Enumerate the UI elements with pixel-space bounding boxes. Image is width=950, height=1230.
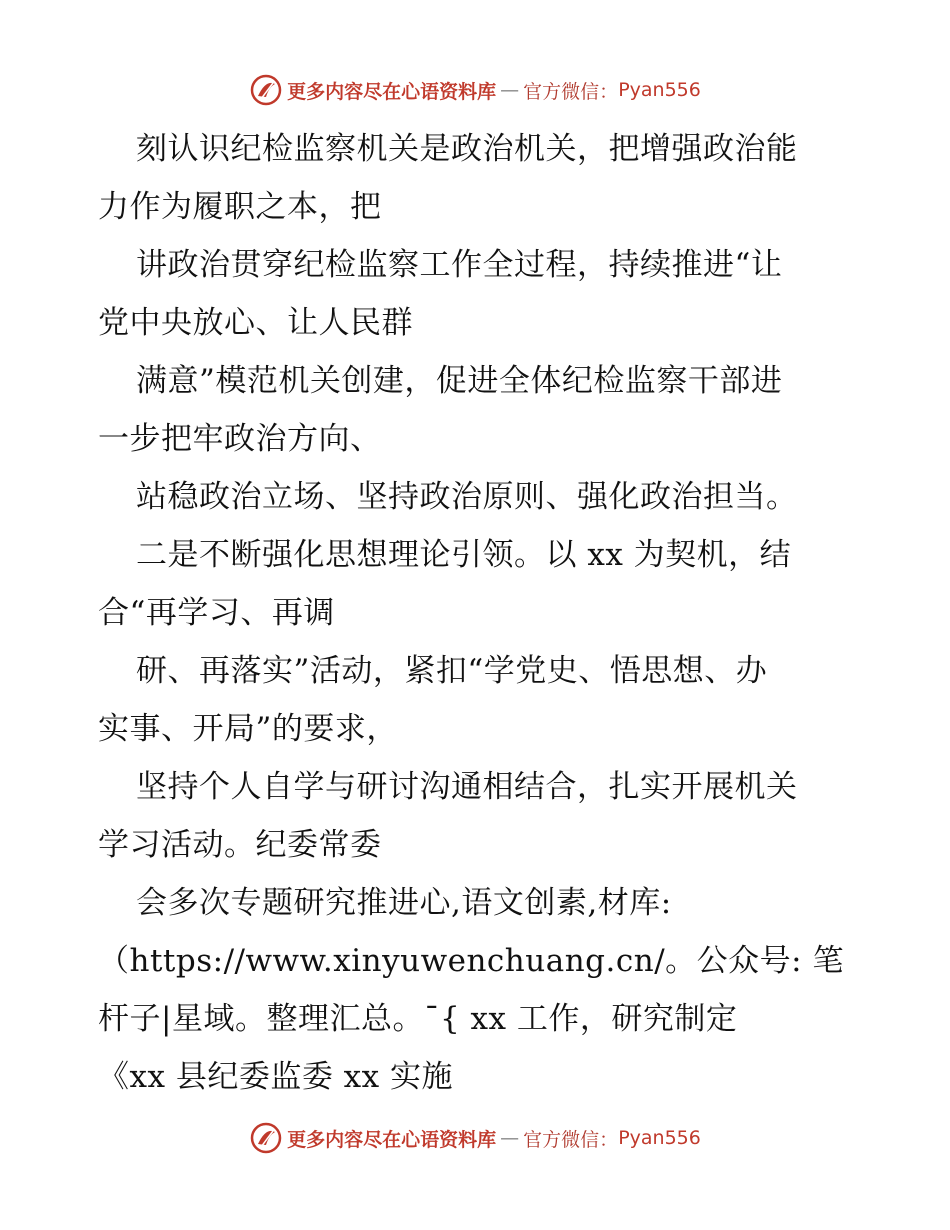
body-line: （https://www.xinyuwenchuang.cn/。公众号: 笔 <box>98 943 844 979</box>
document-body <box>98 120 858 1106</box>
brand-logo-icon <box>249 1121 283 1155</box>
banner-title: 更多内容尽在心语资料库 <box>287 80 497 103</box>
body-line: 讲政治贯穿纪检监察工作全过程，持续推进“让 <box>136 247 783 283</box>
body-line: 杆子|星域。整理汇总。¯{ xx 工作，研究制定 <box>98 1001 738 1037</box>
brand-logo-icon <box>249 73 283 107</box>
body-line: 研、再落实”活动，紧扣“学党史、悟思想、办 <box>136 653 768 689</box>
banner-wechat-label: 官方微信： <box>523 1128 619 1151</box>
banner-dash: — <box>500 1127 520 1149</box>
body-line: 党中央放心、让人民群 <box>98 305 413 341</box>
banner-title: 更多内容尽在心语资料库 <box>287 1128 497 1151</box>
body-line: 会多次专题研究推进心,语文创素,材库: <box>136 885 672 921</box>
banner-wechat-id: Pyan556 <box>618 1127 701 1149</box>
body-line: 一步把牢政治方向、 <box>98 421 382 457</box>
body-line: 坚持个人自学与研讨沟通相结合，扎实开展机关 <box>136 769 798 805</box>
footer-banner <box>0 1118 950 1158</box>
banner-wechat-label: 官方微信： <box>523 80 619 103</box>
body-line: 合“再学习、再调 <box>98 595 335 631</box>
banner-wechat-id: Pyan556 <box>618 79 701 101</box>
body-line: 力作为履职之本，把 <box>98 189 382 225</box>
header-banner <box>0 70 950 110</box>
body-line: 实事、开局”的要求， <box>98 711 398 747</box>
body-line: 满意”模范机关创建，促进全体纪检监察干部进 <box>136 363 783 399</box>
banner-dash: — <box>500 79 520 101</box>
body-line: 刻认识纪检监察机关是政治机关，把增强政治能 <box>136 131 798 167</box>
body-line: 二是不断强化思想理论引领。以 xx 为契机，结 <box>136 537 792 573</box>
body-line: 站稳政治立场、坚持政治原则、强化政治担当。 <box>136 479 798 515</box>
body-line: 学习活动。纪委常委 <box>98 827 382 863</box>
body-line: 《xx 县纪委监委 xx 实施 <box>98 1059 453 1095</box>
